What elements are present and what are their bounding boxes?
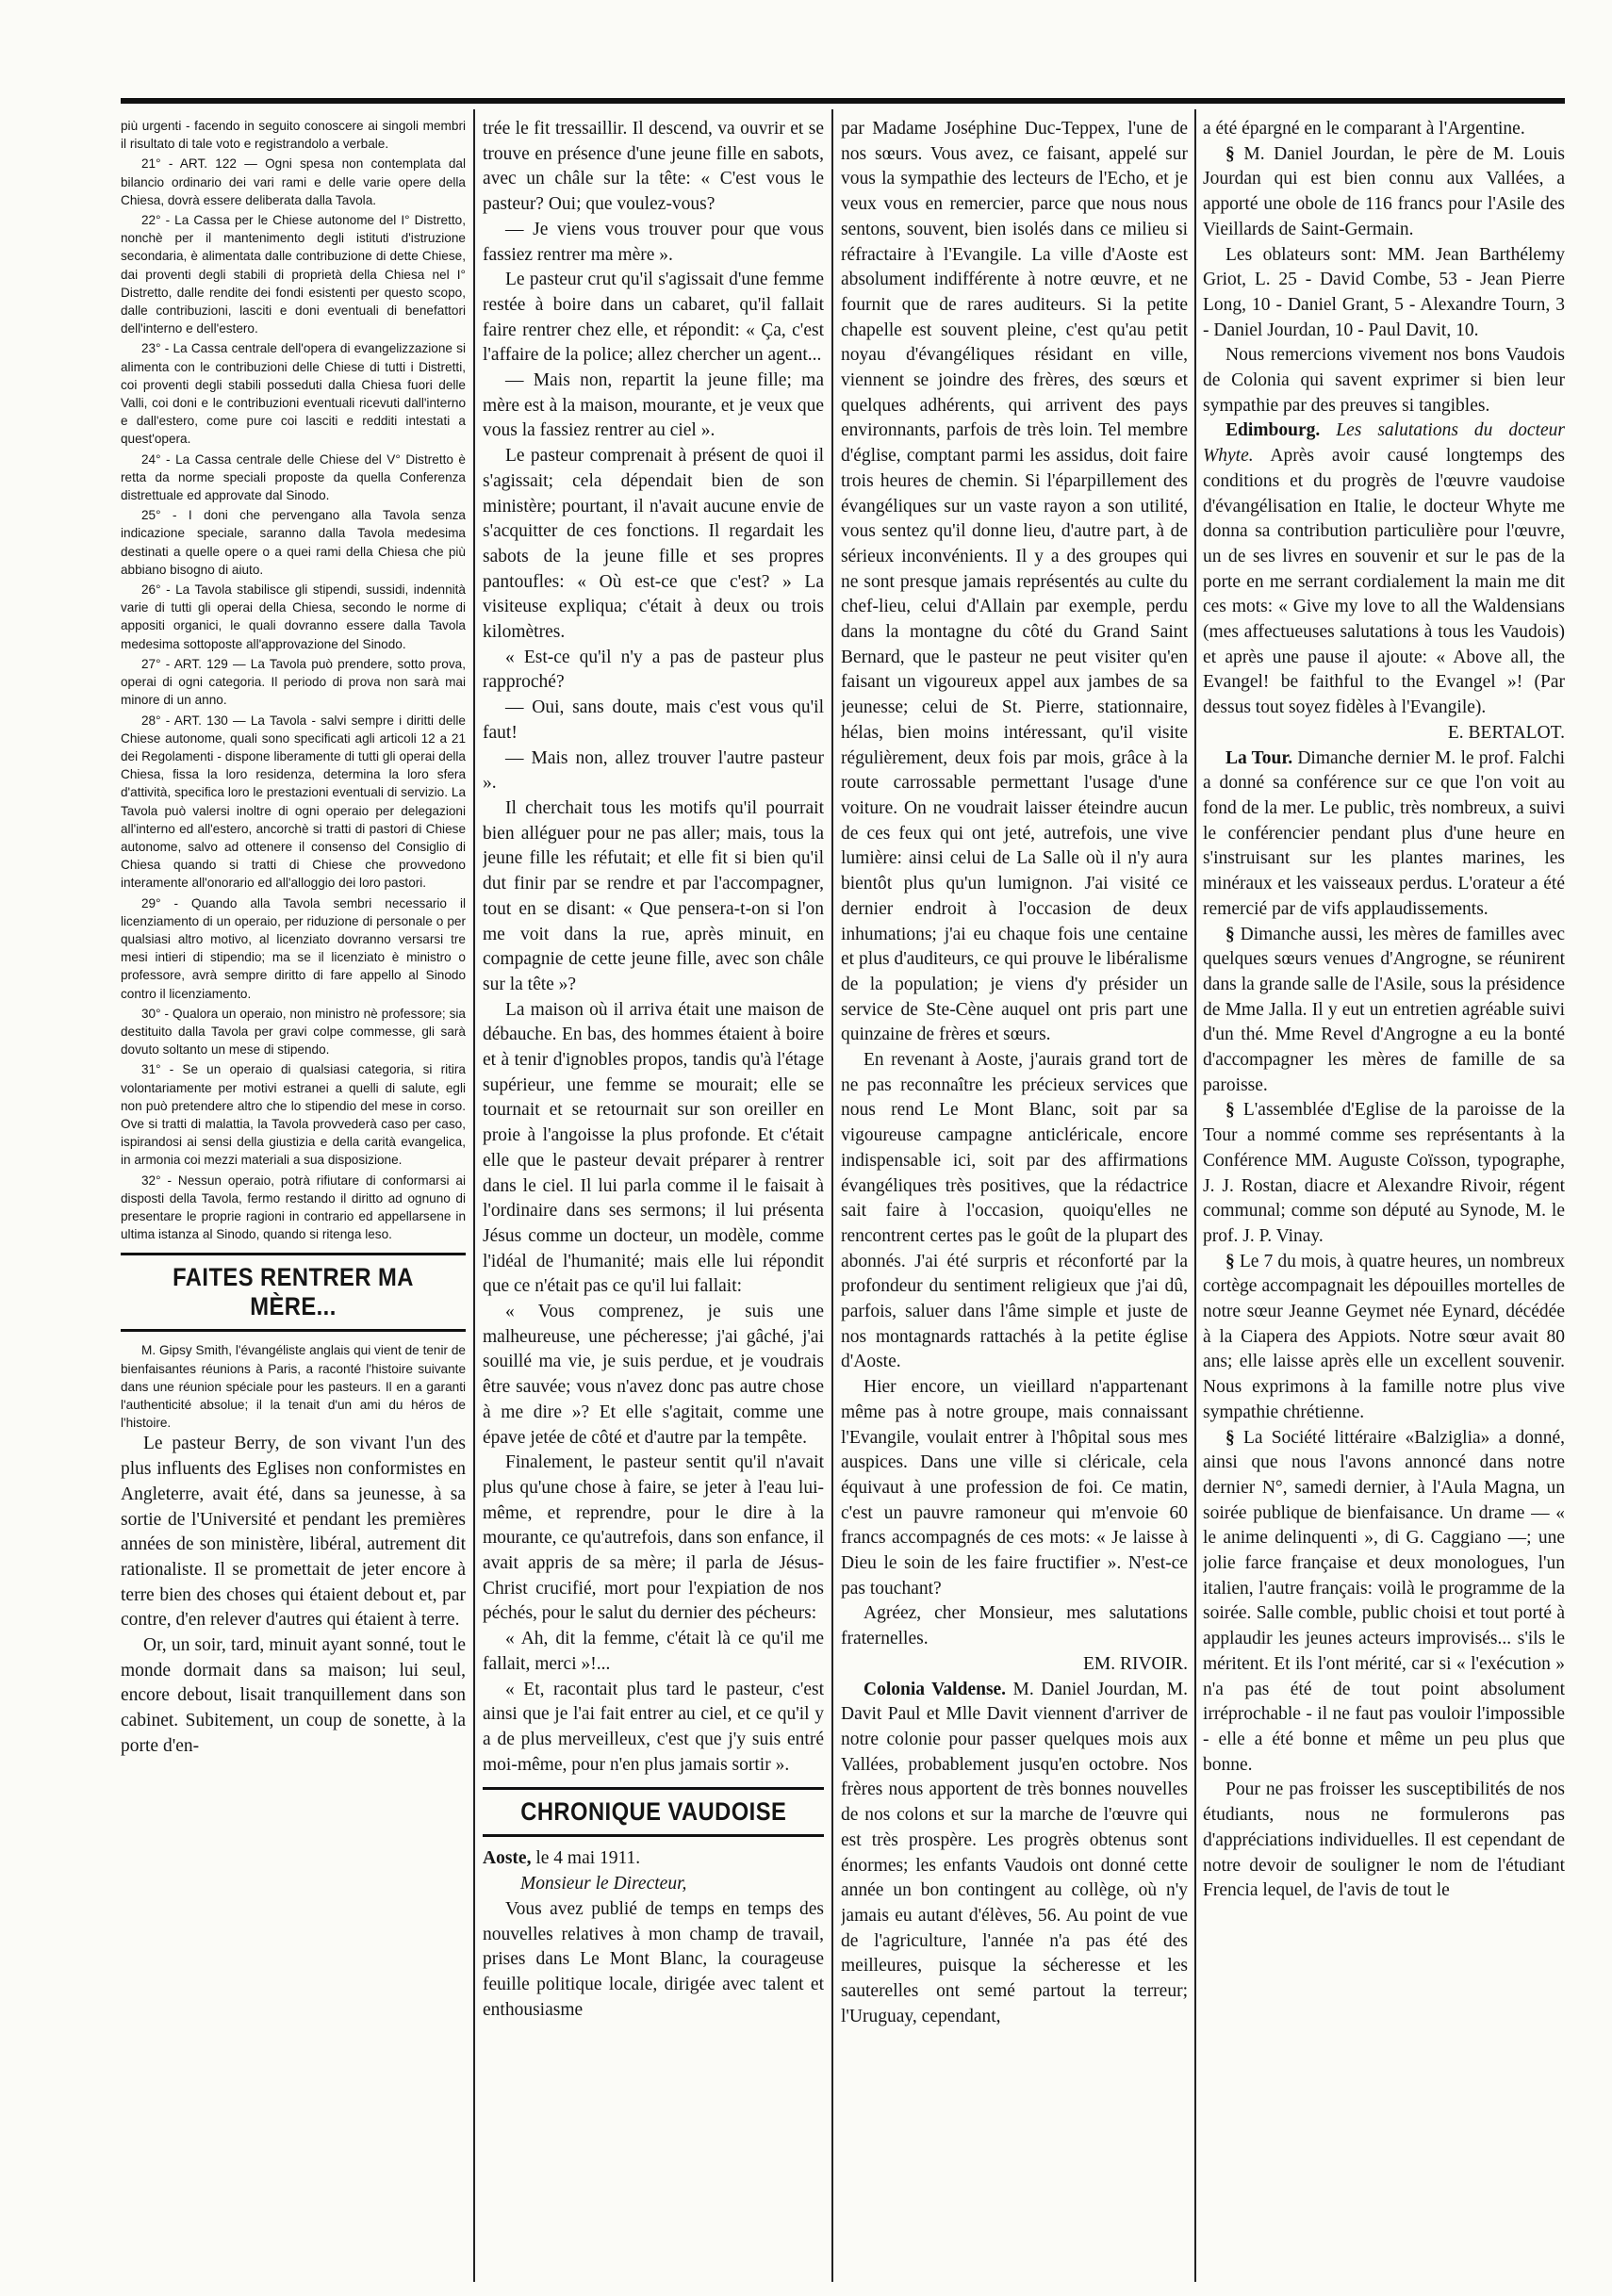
story-body	[121, 1432, 466, 1759]
news-text: M. Daniel Jourdan, M. Davit Paul et Mlle Davit viennent d'arriver de notre colonie pour passer quelques mois aux Vallées, probablement jusqu'en octobre. Nos frères nous apportent de très bonnes nouvelles de nos colons et sur la marche de l'œuvre qui est très prospère. Les progrès obtenus sont énormes; les enfants Vaudois ont donné cette année un bon contingent au collège, où n'y jamais eu autant d'élèves, 56. Au point de vue de l'agriculture, l'année n'a pas été des meilleures, puisque la sécheresse et les sauterelles ont semé partout la terreur; l'Uruguay, cependant,	[841, 1679, 1188, 2026]
article-paragraph: 31° - Se un operaio di qualsiasi categoria, si ritira volontariamente per motivi estranei a quelli di salute, egli non può pretendere altro che lo stipendio del mese in corso. Ove si tratti di malattia, la Tavola provvederà caso per caso, ispirandosi ai sensi della giustizia e della carità evangelica, in armonia coi mezzi materiali a sua disposizione.	[121, 1062, 466, 1168]
dateline-date: le 4 mai 1911.	[535, 1848, 641, 1869]
news-text: Après avoir causé longtemps des conditions et du progrès de l'œuvre vaudoise d'évangélisation en Italie, le docteur Whyte me donna sa contribution particulière pour l'œuvre, un de ses livres en souvenir et sur le pas de la porte en me serrant cordialement la main me dit ces mots: « Give my love to all the Waldensians (mes affectueuses salutations à tous les Vaudois) et après une pause il ajoute: « Above all, the Evangel! be faithful to the Evangel »! (Par dessus tout soyez fidèles à l'Evangile).	[1203, 446, 1565, 718]
signature: E. BERTALOT.	[1447, 722, 1565, 743]
story-paragraph: « Et, racontait plus tard le pasteur, c'est ainsi que je l'ai fait entrer au ciel, et ce qu'il y a de plus merveilleux, c'est que j'y suis entré moi-même, pour n'en plus jamais sortir ».	[483, 1679, 824, 1775]
story-paragraph: Le pasteur crut qu'il s'agissait d'une femme restée à boire dans un cabaret, qu'il fallait faire rentrer chez elle, et répondit: « Ça, c'est l'affaire de la police; allez chercher un agent...	[483, 270, 824, 366]
article-paragraph: 28° - ART. 130 — La Tavola - salvi sempre i diritti delle Chiese autonome, quali sono specificati agli articoli 12 a 21 dei Regolamenti - dispone liberamente di tutti gli operai della Chiesa, fissa la loro residenza, determina la loro sfera d'attività, specifica loro le prestazioni eventuali di servizio. La Tavola può valersi inoltre di ogni operaio per delegazioni all'interno ed all'estero, ancorchè si tratti di pastori di Chiese autonome, salvo ad ottenere il consenso del Consiglio di Chiesa quando si tratti di Chiese che provvedono interamente all'onorario ed all'alloggio dei loro pastori.	[121, 713, 466, 891]
news-paragraph	[1203, 1250, 1565, 1426]
letter-paragraph: Hier encore, un vieillard n'appartenant même pas à notre groupe, mais connaissant l'Evangile, voulait entrer à l'hôpital sous mes auspices. Dans une ville si cléricale, cela équivaut à une profession de foi. Ce matin, c'est un pauvre ramoneur qui m'envoie 60 francs accompagnés de ces mots: « Je laisse à Dieu le soin de les faire fructifier ». N'est-ce pas touchant?	[841, 1377, 1188, 1599]
news-text: L'assemblée d'Eglise de la paroisse de la Tour a nommé comme ses représentants à la Conférence MM. Auguste Coïsson, typographe, J. J. Rostan, diacre et Alexandre Rivoir, régent communal; comme son député au Synode, M. le prof. J. P. Vinay.	[1203, 1100, 1565, 1246]
story-paragraph: « Est-ce qu'il n'y a pas de pasteur plus rapproché?	[483, 647, 824, 693]
news-paragraph: a été épargné en le comparant à l'Argentine.	[1203, 119, 1525, 139]
top-rule	[121, 98, 1565, 104]
news-paragraph	[1203, 746, 1565, 923]
story-paragraph: Finalement, le pasteur sentit qu'il n'avait plus qu'une chose à faire, se jeter à l'eau lui-même, et reprendre, pour le dire à la mourante, ce qu'autrefois, dans son enfance, il avait appris de sa mère; il parla de Jésus-Christ crucifié, mort pour l'expiation de nos péchés, pour le salut du dernier des pécheurs:	[483, 1452, 824, 1624]
news-paragraph: Les oblateurs sont: MM. Jean Barthélemy Griot, L. 25 - David Combe, 53 - Jean Pierre Long, 10 - Daniel Grant, 5 - Alexandre Tourn, 3 - Daniel Jourdan, 10 - Paul Davit, 10.	[1203, 244, 1565, 340]
news-paragraph	[1203, 1098, 1565, 1249]
story-paragraph: Le pasteur Berry, de son vivant l'un des plus influents des Eglises non conformistes en Angleterre, avait été, dans sa jeunesse, à sa sortie de l'Université et pendant les premières années de son ministère, libéral, autrement dit rationaliste. Il se promettait de jeter encore à terre bien des choses qui étaient debout et, par contre, d'en relever d'autres qui étaient à terre.	[121, 1434, 466, 1631]
story-paragraph: — Oui, sans doute, mais c'est vous qu'il faut!	[483, 697, 824, 743]
news-lead: Colonia Valdense.	[864, 1679, 1007, 1699]
article-intro: M. Gipsy Smith, l'évangéliste anglais qui vient de tenir de bienfaisantes réunions à Paris, a raconté l'histoire suivante dans une réunion spéciale pour les pasteurs. Il en a garanti l'authenticité absolue; il la tenait d'un ami du héros de l'histoire.	[121, 1343, 466, 1431]
section-mark-icon: §	[1225, 924, 1235, 944]
news-text: Dimanche dernier M. le prof. Falchi a donné sa conférence sur ce que l'on voit au fond de la mer. Le public, très nombreux, a suivi le conférencier pendant plus d'une heure en s'instruisant sur les plantes marines, les minéraux et les vaisseaux perdus. L'orateur a été remercié par de vifs applaudissements.	[1203, 747, 1565, 919]
news-lead: Edimbourg.	[1225, 420, 1321, 441]
article-paragraph: 32° - Nessun operaio, potrà rifiutare di conformarsi ai disposti della Tavola, fermo restando il diritto ad ognuno di presentare le proprie ragioni in contrario ed appellarsene in ultima istanza al Sinodo, quando si ritenga leso.	[121, 1173, 466, 1242]
news-paragraph: Nous remercions vivement nos bons Vaudois de Colonia qui savent exprimer si bien leur sympathie par des preuves si tangibles.	[1203, 345, 1565, 416]
headline: FAITES RENTRER MA MÈRE...	[173, 1263, 414, 1321]
news-text: La Société littéraire «Balziglia» a donné, ainsi que nous l'avons annoncé dans notre dernier N°, samedi dernier, à l'Aula Magna, un soirée publique de bienfaisance. Un drame — « le anime delinquenti », di G. Caggiano —; une jolie farce française et deux monologues, l'un italien, l'autre français: voilà le programme de la soirée. Salle comble, public choisi et tout porté à applaudir les jeunes acteurs improvisés... s'ils le méritent. Et ils l'ont mérité, car si « l'exécution » n'a pas été de tout point absolument irréprochable - il ne faut pas vouloir l'impossible - elle a été bonne et même un peu plus que bonne.	[1203, 1427, 1565, 1775]
section-mark-icon: §	[1225, 143, 1235, 164]
letter-paragraph: Agréez, cher Monsieur, mes salutations fraternelles.	[841, 1603, 1188, 1649]
article-paragraph: 27° - ART. 129 — La Tavola può prendere, sotto prova, operai di ogni categoria. Il periodo di prova non sarà mai minore di un anno.	[121, 656, 466, 708]
news-paragraph	[841, 1678, 1188, 2030]
article-paragraph: 23° - La Cassa centrale dell'opera di evangelizzazione si alimenta con le contribuzioni delle Chiese di tutti i Distretti, coi proventi degli stabili posseduti dalla Chiesa fuori delle Valli, coi doni e le contribuzioni eventuali ricevuti dall'interno e dall'estero, come pure coi lasciti e redditi intestati a quest'opera.	[121, 341, 466, 447]
italian-regulations	[121, 117, 466, 1243]
news-text: Le 7 du mois, à quatre heures, un nombreux cortège accompagnait les dépouilles mortelles de notre sœur Jeanne Geymet née Eynard, décédée à la Ciapera des Appiots. Notre sœur avait 80 ans; elle laisse après elle un excellent souvenir. Nous exprimons à la famille notre plus vive sympathie chrétienne.	[1203, 1251, 1565, 1422]
news-text: Dimanche aussi, les mères de familles avec quelques sœurs venues d'Angrogne, se réunirent dans la grande salle de l'Asile, sous la présidence de Mme Jalla. Il y eut un entretien agréable suivi d'un thé. Mme Revel d'Angrogne a eu la bonté d'accompagner les mères de famille de sa paroisse.	[1203, 924, 1565, 1095]
article-paragraph: 24° - La Cassa centrale delle Chiese del V° Distretto è retta da norme speciali proposte da quella Conferenza distrettuale ed approvate dal Sinodo.	[121, 451, 466, 503]
article-paragraph: 21° - ART. 122 — Ogni spesa non contemplata dal bilancio ordinario dei vari rami e delle varie opere della Chiesa, dovrà essere deliberata dalla Tavola.	[121, 156, 466, 207]
column-4	[1203, 117, 1565, 2289]
story-paragraph: Or, un soir, tard, minuit ayant sonné, tout le monde dormait dans sa maison; lui seul, encore debout, lisait tranquillement dans son cabinet. Subitement, un coup de sonette, à la porte d'en-	[121, 1635, 466, 1756]
headline-box	[121, 1253, 466, 1332]
news-paragraph	[1203, 142, 1565, 243]
letter-paragraph: par Madame Joséphine Duc-Teppex, l'une de nos sœurs. Vous avez, ce faisant, appelé sur vous la sympathie des lecteurs de l'Echo, et je veux vous en remercier, parce que nous nous sentons, souvent, bien isolés dans ce milieu si réfractaire à l'Evangile. La ville d'Aoste est absolument indifférente à notre œuvre, et ne fournit que de rares auditeurs. Si la petite chapelle est souvent pleine, c'est qu'au petit noyau d'évangéliques résidant en ville, viennent se joindre des frères, des sœurs et quelques adhérents, qui arrivent des pays environnants, parfois de très loin. Tel membre d'église, comptant parmi les assidus, doit faire trois heures de chemin. Si l'éparpillement des évangéliques sur un vaste rayon a son utilité, vous sentez qu'il donne lieu, d'autre part, à de sérieux inconvénients. Il y a des groupes qui ne sont presque jamais représentés au culte du chef-lieu, celui d'Allain par exemple, perdu dans la montagne du côté du Grand Saint Bernard, que le pasteur ne peut visiter qu'en faisant un vigoureux appel aux jambes de sa jeunesse; celui de St. Pierre, stationnaire, hélas, bien moins intéressant, qu'il visite régulièrement, deux fois par mois, grâce à la route carrossable permettant l'usage d'une voiture. On ne voudrait laisser éteindre aucun de ces feux qui ont jeté, autrefois, une vive lumière: ainsi celui de La Salle où il n'y aura bientôt plus qu'un lumignon. J'ai visité ce dernier endroit à l'occasion de deux inhumations; j'ai eu chaque fois une centaine et plus d'auditeurs, ce qui prouve le libéralisme de la population; je viens d'y présider un service de Ste-Cène auquel ont pris part une quinzaine de frères et sœurs.	[841, 119, 1188, 1045]
dateline	[483, 1846, 824, 1872]
article-paragraph: 25° - I doni che pervengano alla Tavola senza indicazione speciale, saranno dalla Tavola medesima destinati a quelle opere o a quei rami della Chiesa che più abbiano bisogno di aiuto.	[121, 508, 466, 577]
column-3	[841, 117, 1188, 2289]
news-lead: La Tour.	[1225, 747, 1293, 768]
section-mark-icon: §	[1225, 1251, 1235, 1271]
news-text: M. Daniel Jourdan, le père de M. Louis Jourdan qui est bien connu aux Vallées, a apporté une obole de 116 francs pour l'Asile des Vieillards de Saint-Germain.	[1203, 143, 1565, 239]
letter-paragraph: En revenant à Aoste, j'aurais grand tort de ne pas reconnaître les précieux services que nous rend Le Mont Blanc, soit par sa vigoureuse campagne anticléricale, encore indispensable ici, soit par des affirmations évangéliques très positives, que la rédactrice sait faire à l'occasion, quoiqu'elles ne rencontrent certes pas le goût de la plupart des abonnés. J'ai été surpris et réconforté par la profondeur du sentiment religieux que j'ai dû, parfois, saluer dans l'âme simple et juste de nos montagnards rattachés à la petite église d'Aoste.	[841, 1050, 1188, 1372]
news-paragraph	[1203, 1426, 1565, 1779]
column-rule	[1194, 109, 1196, 2282]
story-paragraph: La maison où il arriva était une maison de débauche. En bas, des hommes étaient à boire et à tenir d'ignobles propos, tandis qu'à l'étage supérieur, une femme se mourait; elle se tournait et se retournait sur son oreiller en proie à l'angoisse la plus profonde. Et c'était elle que le pasteur devait préparer à rentrer dans le ciel. Il lui parla comme il le faisait à l'ordinaire dans ses sermons; il lui présenta Jésus comme un docteur, un modèle, comme l'idéal de l'humanité; mais elle lui répondit que ce n'était pas ce qu'il lui fallait:	[483, 999, 824, 1297]
letter-paragraph: Vous avez publié de temps en temps des nouvelles relatives à mon champ de travail, prises dans Le Mont Blanc, la courageuse feuille politique locale, dirigée avec talent et enthousiasme	[483, 1898, 824, 2020]
headline: CHRONIQUE VAUDOISE	[519, 1797, 787, 1827]
news-subtitle: Les salutations du docteur Whyte.	[1203, 420, 1565, 467]
news-paragraph: Pour ne pas froisser les susceptibilités de nos étudiants, nous ne formulerons pas d'appréciations individuelles. Il est cependant de notre devoir de souligner le nom de l'étudiant Frencia lequel, de l'avis de tout le	[1203, 1779, 1565, 1901]
column-2	[483, 117, 824, 2289]
column-rule	[831, 109, 833, 2282]
story-paragraph: Il cherchait tous les motifs qu'il pourrait bien alléguer pour ne pas aller; mais, tous la jeune fille les réfutait; et elle fit si bien qu'il dut finir par se rendre et par l'accompagner, tout en se disant: « Que pensera-t-on si l'on me voit dans la rue, après minuit, en compagnie de cette jeune fille, avec son châle sur la tête »?	[483, 797, 824, 994]
article-paragraph: 22° - La Cassa per le Chiese autonome del I° Distretto, nonchè per il mantenimento degli istituti d'istruzione secondaria, è alimentata dalle contribuzione di dette Chiese, dai proventi degli stabili di proprietà della Chiesa nel I° Distretto, dalle rendite dei fondi esistenti per questo scopo, dalle contribuzioni, lasciti e doni eventuali di benefattori dell'interno e dell'estero.	[121, 213, 466, 336]
section-mark-icon: §	[1225, 1100, 1235, 1121]
column-1	[121, 117, 466, 2289]
headline-box	[483, 1787, 824, 1837]
column-rule	[473, 109, 475, 2282]
salutation: Monsieur le Directeur,	[520, 1874, 687, 1894]
article-paragraph: 30° - Qualora un operaio, non ministro nè professore; sia destituito dalla Tavola per gravi colpe commesse, gli sarà dovuto soltanto un mese di stipendo.	[121, 1006, 466, 1058]
story-paragraph: — Je viens vous trouver pour que vous fassiez rentrer ma mère ».	[483, 219, 824, 265]
section-mark-icon: §	[1225, 1427, 1235, 1448]
story-paragraph: Le pasteur comprenait à présent de quoi il s'agissait; cela dépendait bien de son ministère; pourtant, il n'avait aucune envie de s'acquitter de ces fonctions. Il regardait les sabots de la jeune fille et ses propres pantoufles: « Où est-ce que c'est? » La visiteuse expliqua; c'était à deux ou trois kilomètres.	[483, 446, 824, 643]
article-paragraph: 26° - La Tavola stabilisce gli stipendi, sussidi, indennità varie di tutti gli operai della Chiesa, secondo le norme di appositi organici, le quali dovranno essere dalla Tavola medesima sottoposte all'approvazione del Sinodo.	[121, 582, 466, 651]
news-paragraph	[1203, 418, 1565, 720]
story-paragraph: — Mais non, allez trouver l'autre pasteur ».	[483, 747, 824, 794]
story-paragraph: « Ah, dit la femme, c'était là ce qu'il me fallait, merci »!...	[483, 1629, 824, 1674]
dateline-city: Aoste,	[483, 1848, 532, 1869]
signature: EM. RIVOIR.	[1082, 1653, 1188, 1674]
article-paragraph: più urgenti - facendo in seguito conoscere ai singoli membri il risultato di tale voto e registrandolo a verbale.	[121, 119, 466, 152]
story-paragraph: trée le fit tressaillir. Il descend, va ouvrir et se trouve en présence d'une jeune fille en sabots, avec un châle sur la tête: « C'est vous le pasteur? Oui; que voulez-vous?	[483, 119, 824, 215]
story-paragraph: — Mais non, repartit la jeune fille; ma mère est à la maison, mourante, et je veux que vous la fassiez rentrer au ciel ».	[483, 370, 824, 441]
article-paragraph: 29° - Quando alla Tavola sembri necessario il licenziamento di un operaio, per riduzione di personale o per qualsiasi altro motivo, al licenziato dovranno versarsi tre mesi intieri di stipendio; ma se il licenziato è ministro o professore, avrà sempre diritto di fare appello al Sinodo contro il licenziamento.	[121, 895, 466, 1001]
news-paragraph	[1203, 923, 1565, 1099]
story-paragraph: « Vous comprenez, je suis une malheureuse, une pécheresse; j'ai gâché, j'ai souillé ma vie, je suis perdue, et je voudrais être sauvée; vous n'avez donc pas autre chose à me dire »? Et elle s'agitait, comme une épave jetée de côté et d'autre par la tempête.	[483, 1302, 824, 1448]
